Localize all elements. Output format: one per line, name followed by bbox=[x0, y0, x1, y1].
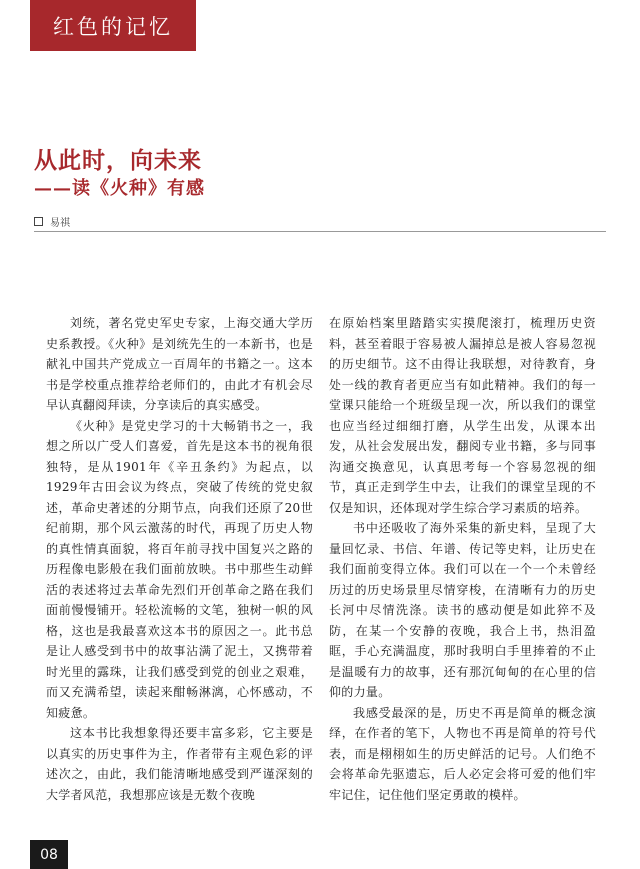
section-label: 红色的记忆 bbox=[30, 0, 196, 51]
article-title: 从此时，向未来 bbox=[34, 147, 202, 174]
left-column bbox=[46, 313, 313, 805]
paragraph: 这本书比我想象得还要丰富多彩，它主要是以真实的历史事件为主，作者带有主观色彩的评述次之，由此，我们能清晰地感受到严谨深刻的大学者风范，我想那应该是无数个夜晚 bbox=[46, 726, 313, 802]
paragraph: 我感受最深的是，历史不再是简单的概念演绎，在作者的笔下，人物也不再是简单的符号代表，而是栩栩如生的历史鲜活的记号。人们绝不会将革命先驱遗忘，后人必定会将可爱的他们牢牢记住，记住他们坚定勇敢的模样。 bbox=[329, 705, 596, 802]
paragraph: 书中还吸收了海外采集的新史料，呈现了大量回忆录、书信、年谱、传记等史料，让历史在我们面前变得立体。我们可以在一个一个未曾经历过的历史场景里尽情穿梭，在清晰有力的历史长河中尽情洗涤。读书的感动便是如此猝不及防，在某一个安静的夜晚，我合上书，热泪盈眶，手心充满温度，那时我明白手里捧着的不止是温暖有力的故事，还有那沉甸甸的在心里的信仰的力量。 bbox=[329, 521, 596, 699]
title-divider bbox=[34, 231, 606, 232]
square-icon bbox=[34, 217, 43, 226]
article-body bbox=[46, 313, 596, 805]
byline bbox=[34, 214, 70, 229]
article-subtitle: ——读《火种》有感 bbox=[34, 178, 205, 199]
right-column bbox=[329, 313, 596, 805]
paragraph: 刘统，著名党史军史专家，上海交通大学历史系教授。《火种》是刘统先生的一本新书，也是献礼中国共产党成立一百周年的书籍之一。这本书是学校重点推荐给老师们的，由此才有机会尽早认真翻阅拜读，分享读后的真实感受。 bbox=[46, 316, 313, 412]
paragraph: 在原始档案里踏踏实实摸爬滚打，梳理历史资料，甚至着眼于容易被人漏掉总是被人容易忽视的历史细节。这不由得让我联想，对待教育，身处一线的教育者更应当有如此精神。我们的每一堂课只能给一个班级呈现一次，所以我们的课堂也应当经过细细打磨，从学生出发，从课本出发，从社会发展出发，翻阅专业书籍，多与同事沟通交换意见，认真思考每一个容易忽视的细节，真正走到学生中去，让我们的课堂呈现的不仅是知识，还体现对学生综合学习素质的培养。 bbox=[329, 316, 596, 515]
page-number: 08 bbox=[30, 840, 68, 869]
paragraph: 《火种》是党史学习的十大畅销书之一，我想之所以广受人们喜爱，首先是这本书的视角很独特，是从1901年《辛丑条约》为起点，以1929年古田会议为终点，突破了传统的党史叙述，革命史著述的分期节点，向我们还原了20世纪前期，那个风云激荡的时代，再现了历史人物的真性情真面貌，将百年前寻找中国复兴之路的历程像电影般在我们面前放映。书中那些生动鲜活的表述将过去革命先烈们开创革命之路在我们面前慢慢铺开。轻松流畅的文笔，独树一帜的风格，这也是我最喜欢这本书的原因之一。此书总是让人感受到书中的故事沾满了泥土，又携带着时光里的露珠，让我们感受到党的创业之艰难，而又充满希望，读起来酣畅淋漓，心怀感动，不知疲惫。 bbox=[46, 418, 313, 720]
author-name: 易祺 bbox=[50, 218, 70, 229]
